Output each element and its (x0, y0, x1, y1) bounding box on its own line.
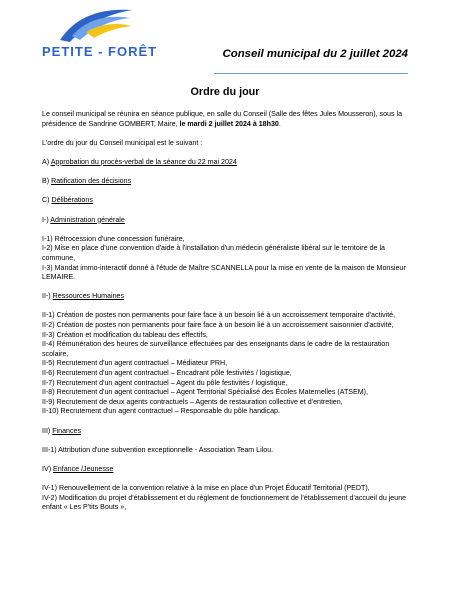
youth-title: Enfance /Jeunesse (53, 464, 114, 473)
section-b-prefix: B) (42, 177, 52, 186)
swoosh-logo-icon (56, 6, 136, 46)
section-b-title: Ratification des décisions (51, 177, 132, 186)
agenda-item: IV-1) Renouvellement de la convention relative à la mise en place d'un Projet Éducatif Territorial (PEDT), (42, 484, 370, 493)
agenda-item: IV-2) Modification du projet d'établissement et du règlement de fonctionnement de l'établissement d'accueil du jeune enfant « Les P'tits Bouts », (42, 493, 407, 512)
section-c-title: Délibérations (51, 196, 93, 205)
youth-heading (42, 465, 408, 475)
agenda-item: II-1) Création de postes non permanents pour faire face à un besoin lié à un accroissement temporaire d'activité, (42, 311, 396, 320)
agenda-item: II-5) Recrutement d'un agent contractuel – Médiateur PRH, (42, 359, 228, 368)
finances-heading (42, 427, 408, 437)
intro-text: Le conseil municipal se réunira en séance publique, en salle du Conseil (Salle des fêtes Jules Mousseron), sous la présidence de Sandrine GOMBERT, Maire, (42, 110, 403, 128)
agenda-item: II-7) Recrutement d'un agent contractuel – Agent du pôle festivités / logistique, (42, 378, 288, 387)
youth-prefix: IV) (42, 464, 54, 473)
intro-paragraph (42, 110, 408, 129)
agenda-item: I-2) Mise en place d'une convention d'aide à l'installation d'un médecin généraliste libéral sur le territoire de la commune, (42, 244, 385, 262)
meeting-title: Conseil municipal du 2 juillet 2024 (222, 48, 408, 60)
meeting-date: le mardi 2 juillet 2024 à 18h30 (177, 119, 279, 128)
finances-prefix: III) (42, 426, 53, 435)
agenda-item: III-1) Attribution d'une subvention exceptionnelle - Association Team Lilou. (42, 445, 274, 454)
petite-foret-logo (42, 6, 158, 64)
section-a-title: Approbation du procès-verbal de la séance du 22 mai 2024 (50, 157, 237, 166)
section-c-prefix: C) (42, 196, 52, 205)
agenda-item: I-3) Mandat immo-interactif donné à l'étude de Maître SCANNELLA pour la mise en vente de la maison de Monsieur LEMAIRE. (42, 263, 406, 282)
section-c-heading (42, 196, 408, 206)
admin-title: Administration générale (50, 215, 125, 224)
document-body (42, 110, 408, 513)
agenda-item: II-10) Recrutement d'un agent contractuel – Responsable du pôle handicap. (42, 407, 280, 416)
finances-title: Finances (52, 426, 82, 435)
hr-heading (42, 292, 408, 302)
agenda-item: II-2) Création de postes non permanents pour faire face à un besoin lié à un accroissement saisonnier d'activité, (42, 321, 394, 330)
section-b-heading (42, 177, 408, 187)
agenda-item: I-1) Rétrocession d'une concession funéraire, (42, 234, 185, 243)
agenda-title: Ordre du jour (190, 86, 260, 98)
agenda-item: II-6) Recrutement d'un agent contractuel – Encadrant pôle festivités / logistique, (42, 369, 292, 378)
admin-heading (42, 216, 408, 226)
agenda-item: II-3) Création et modification du tableau des effectifs, (42, 330, 208, 339)
agenda-item: II-8) Recrutement d'un agent contractuel – Agent Territorial Spécialisé des Écoles Maternelles (ATSEM), (42, 388, 368, 397)
agenda-item: II-9) Recrutement de deux agents contractuels – Agents de restauration collective et d'entretien, (42, 397, 343, 406)
hr-title: Ressources Humaines (52, 292, 125, 301)
logo-text: PETITE - FORÊT (42, 44, 158, 59)
section-a-heading (42, 158, 408, 168)
hr-prefix: II-) (42, 292, 53, 301)
intro-end: . (278, 119, 281, 128)
admin-prefix: I-) (42, 215, 51, 224)
section-a-prefix: A) (42, 157, 51, 166)
order-intro: L'ordre du jour du Conseil municipal est le suivant : (42, 138, 203, 147)
agenda-item: II-4) Rémunération des heures de surveillance effectuées par des enseignants dans le cadre de la restauration scolaire, (42, 340, 390, 358)
header-divider (214, 73, 408, 74)
